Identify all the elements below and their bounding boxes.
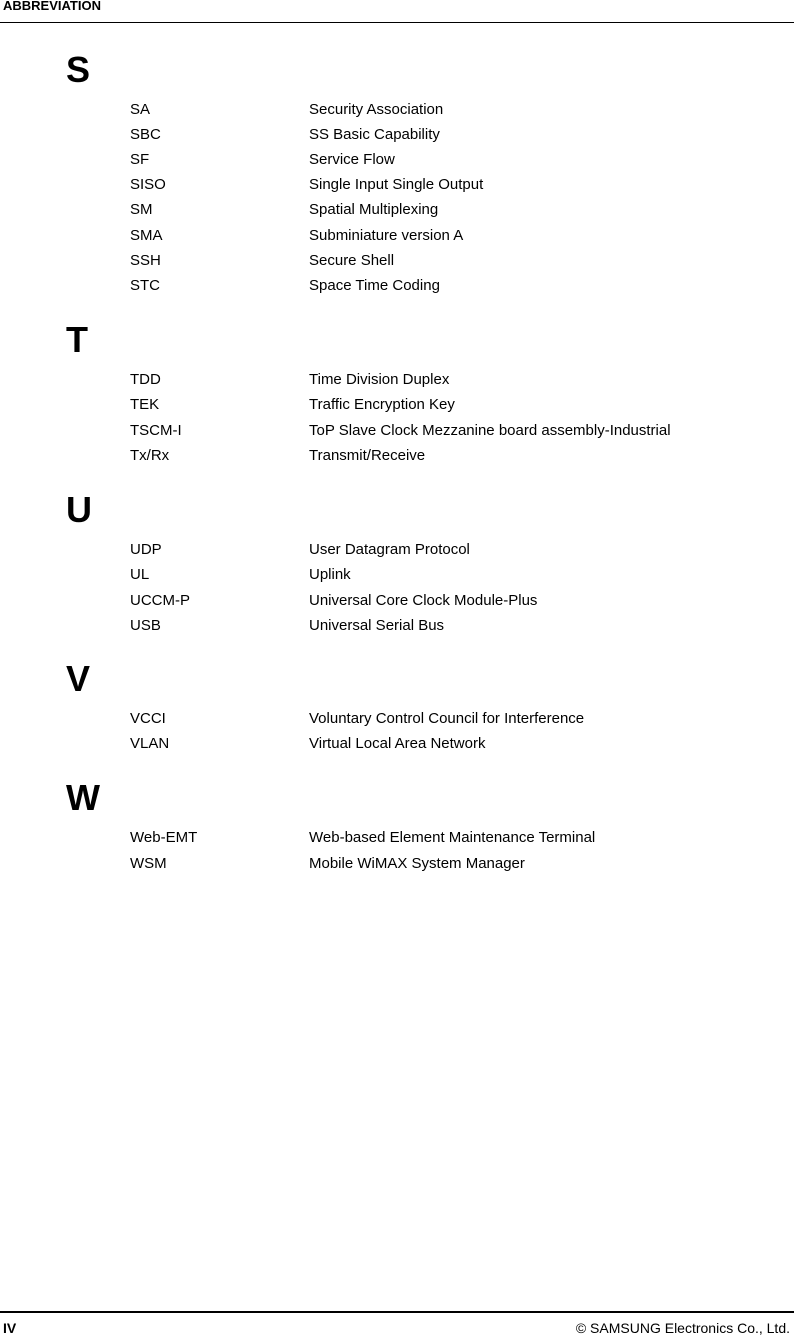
- abbreviation-definition: Traffic Encryption Key: [309, 396, 455, 414]
- abbreviation-row: [0, 565, 794, 585]
- abbreviation-code: STC: [130, 276, 160, 294]
- abbreviation-row: [0, 276, 794, 296]
- abbreviation-code: TEK: [130, 396, 160, 414]
- abbreviation-definition: Universal Core Clock Module-Plus: [309, 591, 538, 609]
- abbreviation-row: [0, 616, 794, 636]
- footer-divider: [0, 1311, 794, 1313]
- abbreviation-code: TSCM-I: [130, 421, 182, 439]
- abbreviation-definition: Mobile WiMAX System Manager: [309, 855, 525, 872]
- abbreviation-code: SISO: [130, 176, 166, 194]
- abbreviation-code: UDP: [130, 541, 162, 558]
- abbreviation-code: SA: [130, 101, 151, 118]
- abbreviation-code: WSM: [130, 855, 167, 872]
- abbreviation-definition: Service Flow: [309, 151, 395, 169]
- section-letter-heading: U: [66, 489, 92, 530]
- abbreviation-definition: Transmit/Receive: [309, 446, 426, 464]
- header-divider: [0, 22, 794, 23]
- abbreviation-code: VLAN: [130, 735, 170, 752]
- abbreviation-code: VCCI: [130, 710, 166, 727]
- abbreviation-definition: Single Input Single Output: [309, 176, 484, 194]
- abbreviation-code: SSH: [130, 251, 161, 269]
- section-letter-heading: V: [66, 658, 91, 699]
- abbreviation-row: [0, 734, 794, 754]
- abbreviation-code: SM: [130, 201, 153, 219]
- abbreviation-row: [0, 100, 794, 120]
- copyright-notice: © SAMSUNG Electronics Co., Ltd.: [575, 1320, 790, 1336]
- abbreviation-row: [0, 828, 794, 848]
- abbreviation-row: [0, 854, 794, 874]
- abbreviation-definition: Spatial Multiplexing: [309, 201, 439, 219]
- abbreviation-definition: Security Association: [309, 101, 444, 118]
- abbreviation-definition: Time Division Duplex: [309, 371, 450, 388]
- page-number: IV: [3, 1320, 17, 1336]
- abbreviation-row: [0, 395, 794, 415]
- abbreviation-code: USB: [130, 616, 161, 634]
- abbreviation-definition: Web-based Element Maintenance Terminal: [309, 829, 596, 846]
- abbreviation-definition: Voluntary Control Council for Interference: [309, 710, 585, 727]
- abbreviation-definition: Universal Serial Bus: [309, 616, 445, 634]
- abbreviation-definition: Secure Shell: [309, 251, 395, 269]
- abbreviation-definition: Subminiature version A: [309, 226, 464, 244]
- abbreviation-row: [0, 251, 794, 271]
- section-letter-heading: S: [66, 49, 91, 90]
- abbreviation-definition: User Datagram Protocol: [309, 541, 470, 558]
- section-letter-heading: T: [66, 319, 88, 360]
- abbreviation-definition: Virtual Local Area Network: [309, 735, 486, 752]
- abbreviation-row: [0, 421, 794, 441]
- abbreviation-code: Web-EMT: [130, 829, 198, 846]
- abbreviation-row: [0, 226, 794, 246]
- abbreviation-definition: Space Time Coding: [309, 276, 440, 294]
- abbreviation-row: [0, 200, 794, 220]
- abbreviation-definition: SS Basic Capability: [309, 126, 440, 144]
- section-letter-heading: W: [66, 777, 100, 818]
- abbreviation-definition: Uplink: [309, 566, 351, 584]
- page-header-title: ABBREVIATION: [3, 0, 101, 13]
- abbreviation-row: [0, 591, 794, 611]
- abbreviation-row: [0, 370, 794, 390]
- abbreviation-row: [0, 150, 794, 170]
- abbreviation-row: [0, 125, 794, 145]
- abbreviation-code: TDD: [130, 371, 161, 388]
- abbreviation-code: UCCM-P: [130, 591, 190, 609]
- abbreviation-code: UL: [130, 566, 150, 584]
- abbreviation-row: [0, 540, 794, 560]
- abbreviation-code: Tx/Rx: [130, 446, 170, 464]
- abbreviation-code: SF: [130, 151, 150, 169]
- abbreviation-row: [0, 446, 794, 466]
- abbreviation-row: [0, 709, 794, 729]
- abbreviation-code: SBC: [130, 126, 161, 144]
- abbreviation-definition: ToP Slave Clock Mezzanine board assembly-Industrial: [309, 421, 671, 439]
- abbreviation-code: SMA: [130, 226, 163, 244]
- abbreviation-row: [0, 175, 794, 195]
